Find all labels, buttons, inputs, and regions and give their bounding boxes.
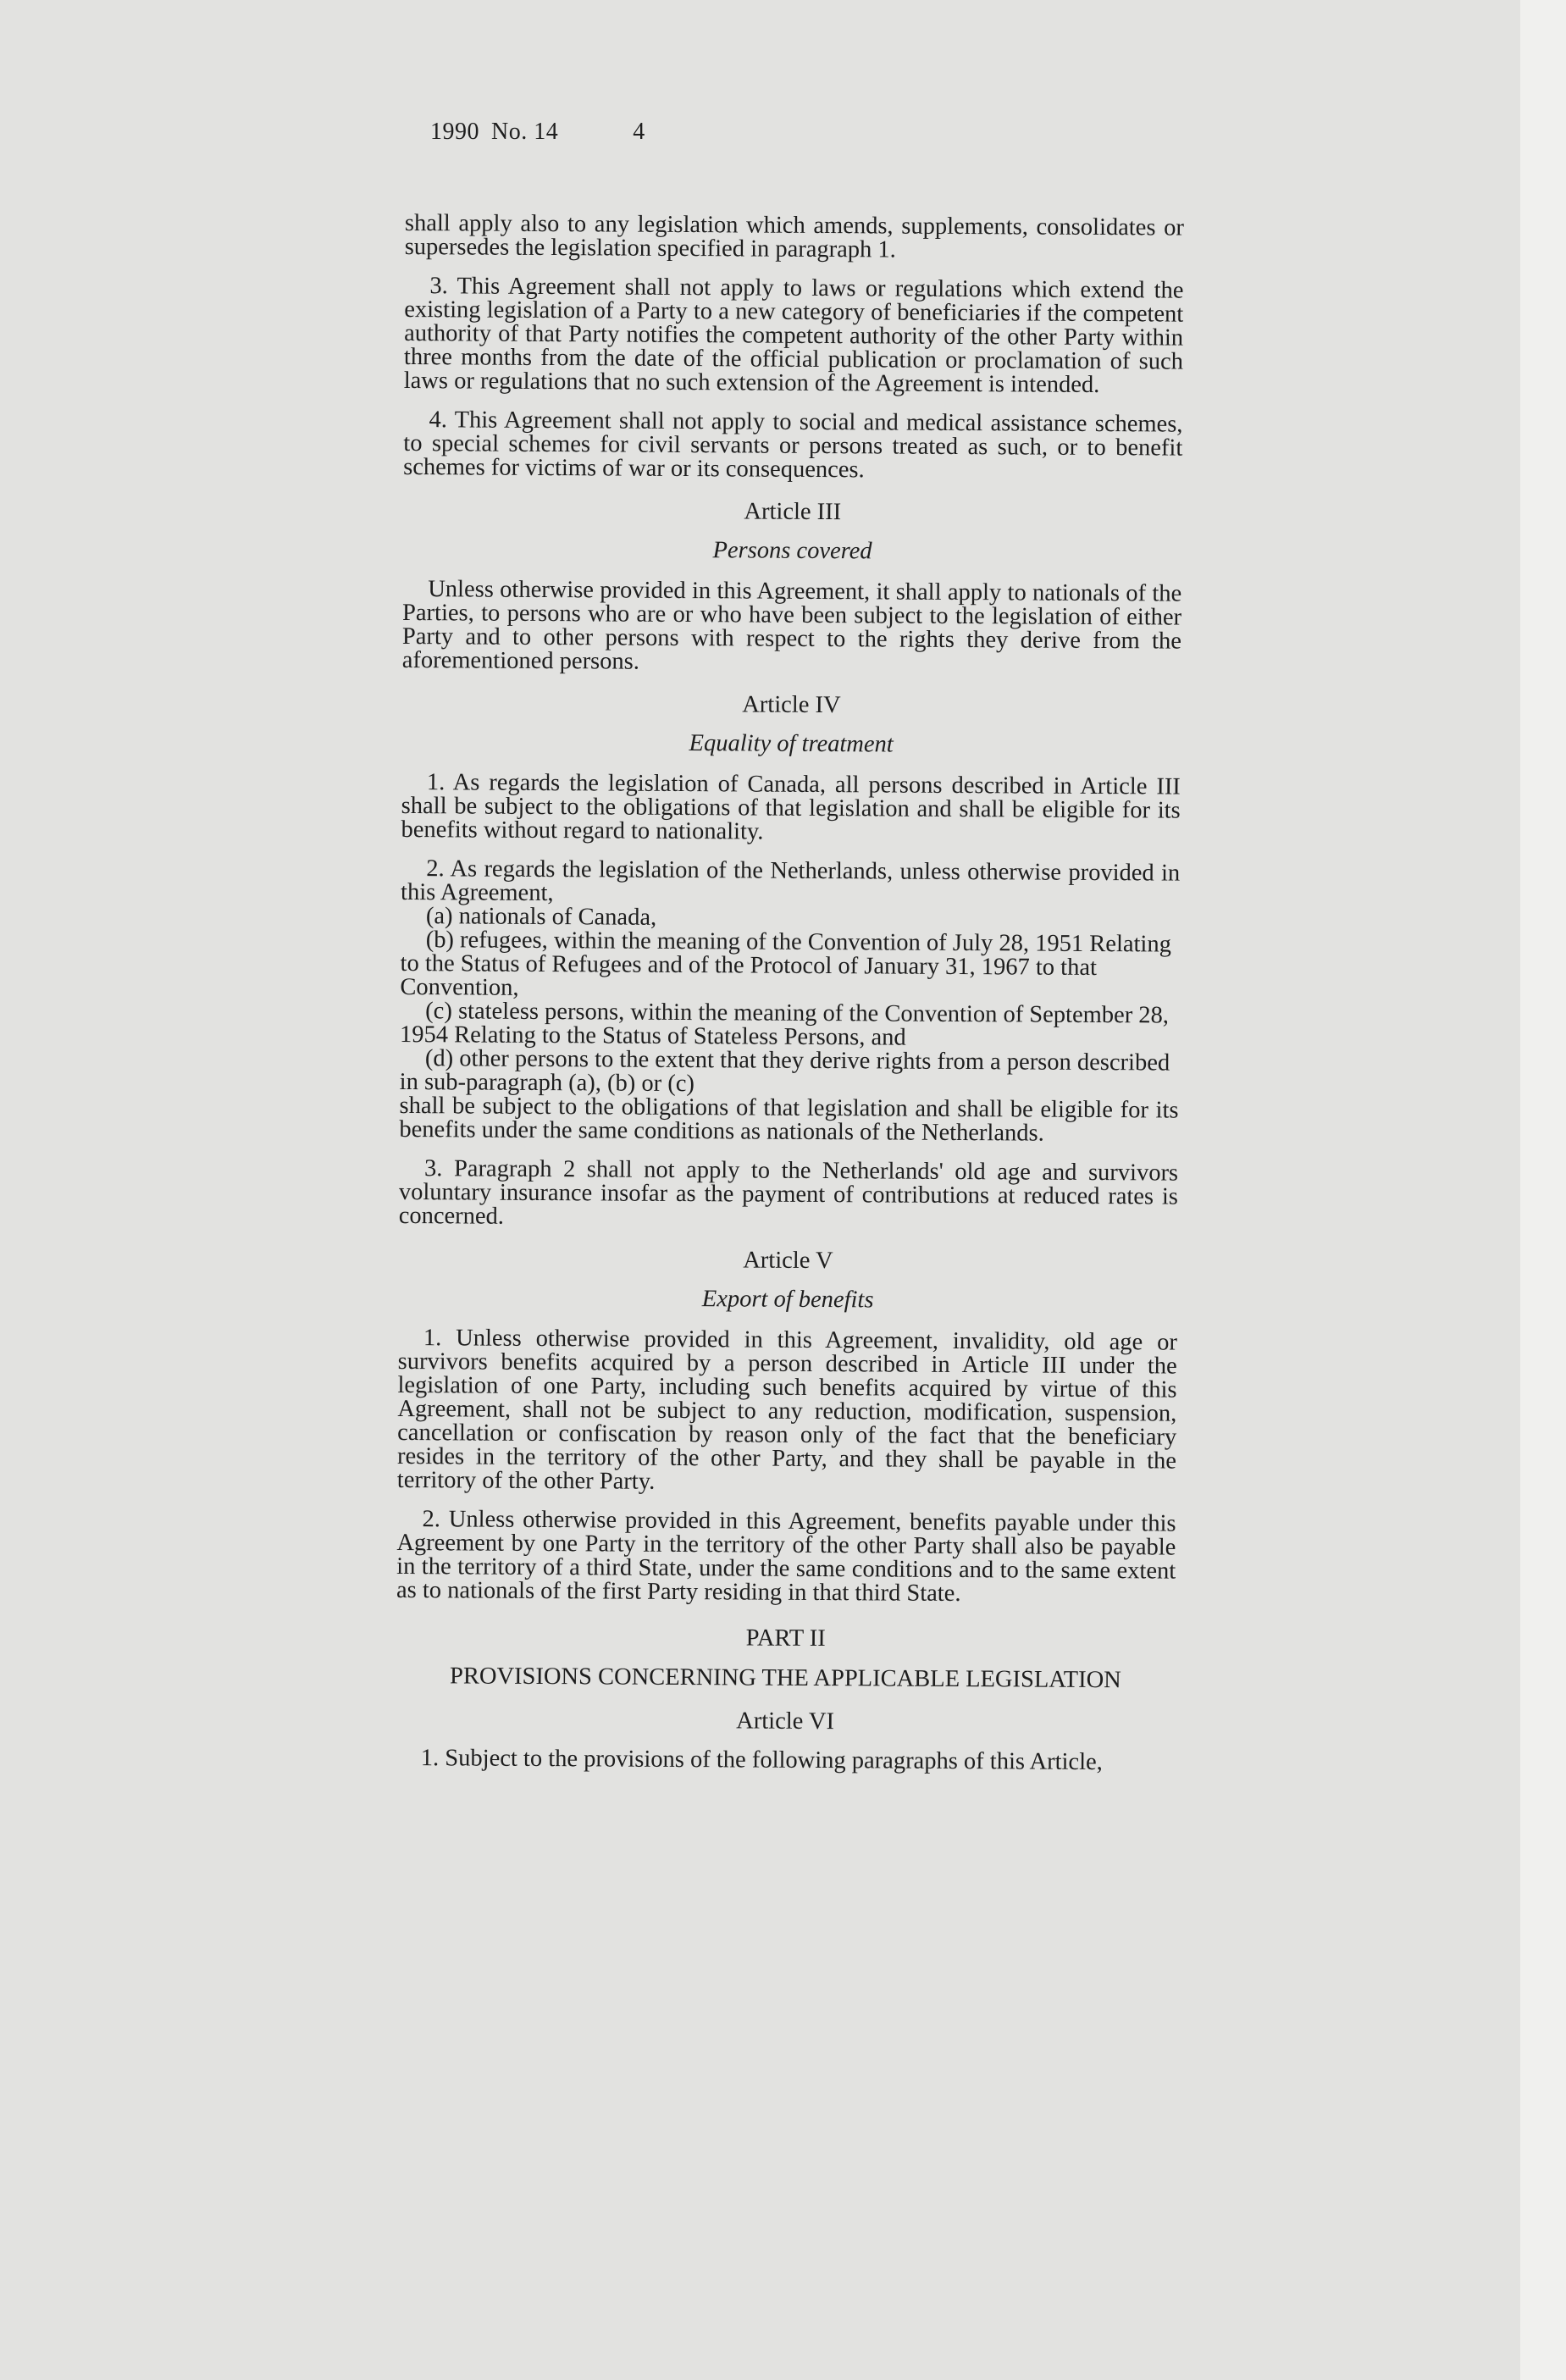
article-4-paragraph-1: 1. As regards the legislation of Canada, all persons described in Article III shall be subject to the obligations of that legislation and shall be eligible for its benefits without regard to nationality. <box>401 769 1181 845</box>
part-2-title: PROVISIONS CONCERNING THE APPLICABLE LEGISLATION <box>449 1663 1121 1694</box>
article-4-item-a: (a) nationals of Canada, <box>425 903 657 931</box>
paragraph-3: 3. This Agreement shall not apply to laws or regulations which extend the existing legislation of a Party to a new category of beneficiaries if the competent authority of that Party notifies the competent authority of the other Party within three months from the date of the official publication or proclamation of such laws or regulations that no such extension of the Agreement is intended. <box>403 273 1184 399</box>
article-6-heading: Article VI <box>736 1708 835 1735</box>
document-body <box>396 212 1184 1791</box>
article-3-title: Persons covered <box>712 537 872 565</box>
header-number: No. 14 <box>491 119 559 145</box>
article-3-heading: Article III <box>744 498 842 526</box>
article-4-paragraph-3: 3. Paragraph 2 shall not apply to the Netherlands' old age and survivors voluntary insurance insofar as the payment of contributions at reduced rates is concerned. <box>398 1155 1179 1230</box>
article-5-title: Export of benefits <box>701 1286 874 1314</box>
page-number: 4 <box>633 119 645 145</box>
article-5-paragraph-2: 2. Unless otherwise provided in this Agreement, benefits payable under this Agreement by one Party in the territory of the other Party shall also be payable in the territory of a third State, under the same conditions and to the same extent as to nationals of the first Party residing in that third State. <box>396 1506 1176 1608</box>
part-2-heading: PART II <box>745 1624 826 1652</box>
article-4-paragraph-2-tail: shall be subject to the obligations of that legislation and shall be eligible for its benefits under the same conditions as nationals of the Netherlands. <box>399 1092 1179 1147</box>
article-4-item-c: (c) stateless persons, within the meaning of the Convention of September 28, 1954 Relating to the Status of Stateless Persons, and <box>399 998 1170 1051</box>
article-4-item-b: (b) refugees, within the meaning of the Convention of July 28, 1951 Relating to the Status of Refugees and of the Protocol of January 31, 1967 to that Convention, <box>400 927 1171 1001</box>
article-4-heading: Article IV <box>742 691 841 719</box>
article-3-body: Unless otherwise provided in this Agreement, it shall apply to nationals of the Parties, to persons who are or who have been subject to the legislation of either Party and to other persons with respect to the rights they derive from the aforementioned persons. <box>401 576 1182 675</box>
article-5-heading: Article V <box>743 1247 833 1275</box>
article-4-item-d: (d) other persons to the extent that they derive rights from a person described in sub-paragraph (a), (b) or (c) <box>399 1045 1170 1098</box>
article-4-paragraph-2: 2. As regards the legislation of the Netherlands, unless otherwise provided in this Agreement, <box>400 855 1181 907</box>
page-header <box>430 119 645 146</box>
article-5-paragraph-1: 1. Unless otherwise provided in this Agreement, invalidity, old age or survivors benefits acquired by a person described in Article III under the legislation of one Party, including such benefits acquired by virtue of this Agreement, shall not be subject to any reduction, modification, suspension, cancellation or confiscation by reason only of the fact that the beneficiary resides in the territory of the other Party, and they shall be payable in the territory of the other Party. <box>396 1325 1177 1495</box>
paragraph-continued: shall apply also to any legislation which amends, supplements, consolidates or supersedes the legislation specified in paragraph 1. <box>404 210 1184 263</box>
paragraph-4: 4. This Agreement shall not apply to social and medical assistance schemes, to special schemes for civil servants or persons treated as such, or to benefit schemes for victims of war or its consequences. <box>403 407 1183 484</box>
header-year: 1990 <box>430 119 479 145</box>
article-4-title: Equality of treatment <box>689 730 894 758</box>
page-spine <box>1520 0 1566 2380</box>
article-6-paragraph-1: 1. Subject to the provisions of the following paragraphs of this Article, <box>420 1745 1103 1776</box>
